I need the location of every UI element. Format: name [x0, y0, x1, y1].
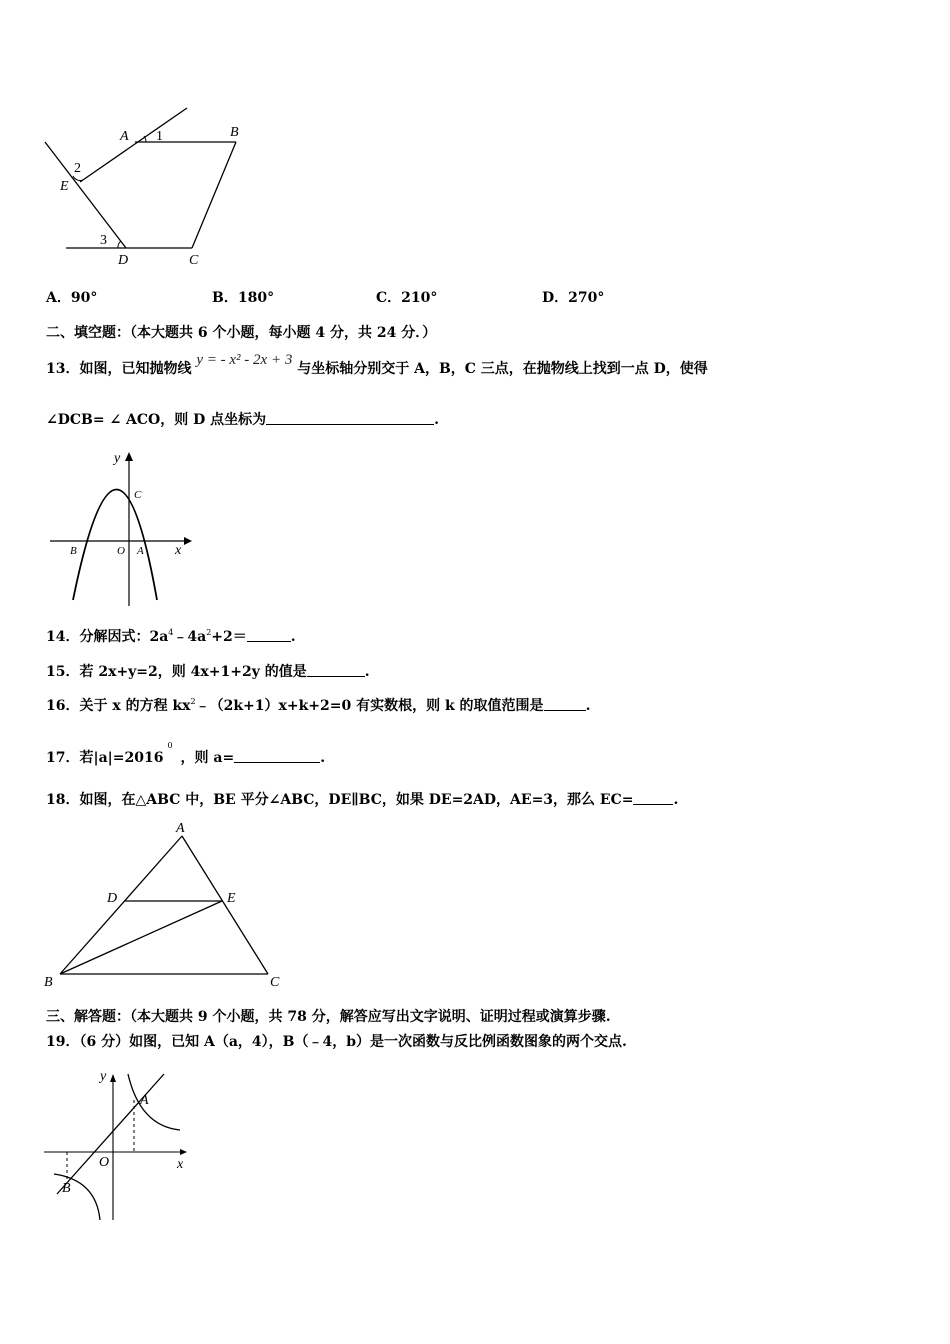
question-17: 17．若$|a|=2016^0$，则 a= .: [46, 741, 326, 766]
option-d: D．270°: [542, 290, 605, 306]
answer-blank[interactable]: [307, 664, 365, 677]
option-c: C．210°: [376, 290, 438, 306]
label-D: D: [118, 253, 129, 268]
label-A: A: [137, 545, 144, 557]
segment-B-E: [60, 901, 222, 974]
label-x: x: [177, 1157, 184, 1172]
segment-A-B: [60, 836, 182, 974]
label-y: y: [114, 451, 121, 466]
figure-quadrilateral: [40, 100, 270, 270]
question-13-line1: 13．如图，已知抛物线 y = - x² - 2x + 3 与坐标轴分别交于 A，B，C 三点，在抛物线上找到一点 D，使得: [46, 352, 708, 377]
label-3: 3: [100, 233, 107, 248]
y-axis-arrow: [125, 452, 133, 461]
label-C: C: [270, 975, 280, 990]
question-19: 19．（6 分）如图，已知 A（a，4），B（﹣4，b）是一次函数与反比例函数图象的两个交点.: [46, 1034, 627, 1050]
x-axis-arrow: [184, 537, 192, 545]
figure-triangle: [40, 818, 290, 990]
label-E: E: [227, 891, 236, 906]
question-number: 13．: [46, 361, 80, 377]
answer-blank[interactable]: [544, 698, 586, 711]
label-B: B: [44, 975, 53, 990]
figure-parabola: [46, 448, 196, 610]
question-14: 14．分解因式：$2a^4﹣4a^2+2=$ .: [46, 628, 296, 645]
parabola-curve: [73, 490, 157, 601]
label-A: A: [140, 1093, 149, 1108]
label-A: A: [176, 821, 185, 836]
segment-A-C: [182, 836, 268, 974]
label-B: B: [230, 125, 239, 140]
label-1: 1: [156, 129, 163, 144]
option-b: B．180°: [212, 290, 275, 306]
question-15: 15．若 2x+y=2，则 4x+1+2y 的值是 .: [46, 664, 370, 680]
question-16: 16．关于 x 的方程 $kx^2﹣(2k+1)x+k+2=0$ 有实数根，则 k 的取值范围是 .: [46, 697, 591, 714]
label-y: y: [100, 1069, 107, 1084]
parabola-formula: y = - x² - 2x + 3: [196, 352, 293, 368]
section-3-heading: 三、解答题：（本大题共 9 个小题，共 78 分，解答应写出文字说明、证明过程或演算步骤.: [46, 1009, 611, 1025]
hyperbola-branch-2: [54, 1174, 100, 1220]
label-B: B: [62, 1181, 71, 1196]
segment-B-C: [192, 142, 236, 248]
line-through-E-A: [80, 108, 187, 182]
answer-blank[interactable]: [247, 629, 291, 642]
option-a: A．90°: [46, 290, 98, 306]
section-2-heading: 二、填空题：（本大题共 6 个小题，每小题 4 分，共 24 分．）: [46, 325, 437, 341]
answer-blank[interactable]: [633, 792, 673, 805]
label-B: B: [70, 545, 77, 557]
label-x: x: [175, 543, 182, 558]
label-D: D: [107, 891, 118, 906]
figure-function-graph: [40, 1064, 200, 1226]
question-18: 18．如图，在△ABC 中，BE 平分∠ABC，DE∥BC，如果 DE=2AD，AE=3，那么 EC= .: [46, 792, 679, 808]
label-E: E: [60, 179, 69, 194]
label-C: C: [189, 253, 199, 268]
label-O: O: [99, 1155, 110, 1170]
y-axis-arrow: [110, 1074, 116, 1082]
answer-blank[interactable]: [266, 412, 434, 425]
linear-function-line: [57, 1074, 164, 1194]
answer-blank[interactable]: [234, 750, 320, 763]
label-2: 2: [74, 161, 81, 176]
label-C: C: [134, 489, 142, 501]
label-A: A: [120, 129, 129, 144]
label-O: O: [117, 545, 125, 557]
angle-arc-3: [118, 241, 121, 248]
hyperbola-branch-1: [128, 1074, 180, 1130]
question-13-line2: ∠DCB= ∠ ACO，则 D 点坐标为 .: [46, 412, 440, 428]
x-axis-arrow: [180, 1149, 187, 1155]
